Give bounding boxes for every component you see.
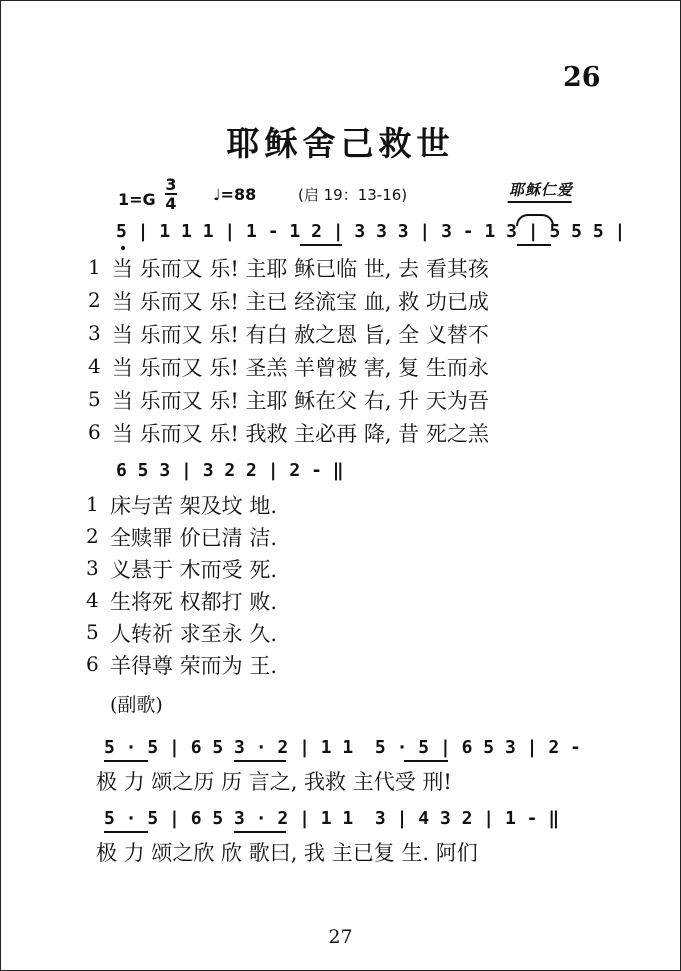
time-signature-top: 3 xyxy=(165,175,177,194)
verse-number: 5 xyxy=(88,387,101,411)
lyric-line: 床与苦 架及坟 地. xyxy=(110,494,278,518)
page-number: 27 xyxy=(328,926,353,948)
lyric-line: 人转祈 求至永 久. xyxy=(110,622,278,646)
note-underline xyxy=(104,831,148,833)
lyric-line: 当 乐而又 乐! 我救 主必再 降, 昔 死之羔 xyxy=(112,422,489,446)
lyric-line: 当 乐而又 乐! 主耶 稣已临 世, 去 看其孩 xyxy=(112,257,489,281)
note-underline xyxy=(234,760,286,762)
lyric-line: 全赎罪 价已清 洁. xyxy=(110,526,278,550)
lyric-line: 当 乐而又 乐! 主已 经流宝 血, 救 功已成 xyxy=(112,290,489,314)
verse-number: 4 xyxy=(86,588,99,612)
lyric-line: 当 乐而又 乐! 圣羔 羊曾被 害, 复 生而永 xyxy=(112,356,489,380)
note-underline xyxy=(404,760,448,762)
lyric-line: 当 乐而又 乐! 主耶 稣在父 右, 升 天为吾 xyxy=(112,389,489,413)
time-signature-bottom: 4 xyxy=(165,194,177,213)
scripture-reference: (启 19：13-16) xyxy=(298,186,408,204)
lyric-line: 生将死 权都打 败. xyxy=(110,590,278,614)
lyric-line: 当 乐而又 乐! 有白 赦之恩 旨, 全 义替不 xyxy=(112,323,489,347)
note-underline xyxy=(300,244,342,246)
key-signature: 1=G xyxy=(118,190,156,209)
note-underline xyxy=(104,760,148,762)
chorus-lyric-line-1: 极 力 颂之历 历 言之, 我救 主代受 刑! xyxy=(96,770,452,794)
lyric-line: 羊得尊 荣而为 王. xyxy=(110,654,278,678)
slur-arc xyxy=(516,214,554,226)
verse-number: 1 xyxy=(86,492,99,516)
verse-number: 6 xyxy=(86,652,99,676)
chorus-notes-line-2: 5 · 5 | 6 5 3 · 2 | 1 1 3 | 4 3 2 | 1 - ‖ xyxy=(104,808,560,829)
verse-number: 2 xyxy=(88,288,101,312)
chorus-notes-line-1: 5 · 5 | 6 5 3 · 2 | 1 1 5 · 5 | 6 5 3 | 2 - xyxy=(104,737,581,758)
note-underline xyxy=(517,244,551,246)
tempo-marking: ♩=88 xyxy=(213,185,257,204)
chorus-label: (副歌) xyxy=(110,694,163,716)
hymn-number: 26 xyxy=(563,62,601,93)
lyric-line: 义悬于 木而受 死. xyxy=(110,558,278,582)
verse-number: 6 xyxy=(88,420,101,444)
verse-number: 1 xyxy=(88,255,101,279)
verse-number: 3 xyxy=(88,321,101,345)
verse-number: 5 xyxy=(86,620,99,644)
time-signature xyxy=(165,176,177,212)
verse-number: 4 xyxy=(88,354,101,378)
page-title: 耶稣舍己救世 xyxy=(226,124,455,163)
verse-number: 3 xyxy=(86,556,99,580)
note-underline xyxy=(234,831,286,833)
chorus-lyric-line-2: 极 力 颂之欣 欣 歌曰, 我 主已复 生. 阿们 xyxy=(96,841,478,865)
author-credit: 耶稣仁爱 xyxy=(507,179,576,203)
low-octave-dot xyxy=(121,246,125,250)
verse-number: 2 xyxy=(86,524,99,548)
verse-notes-line-1: 5 | 1 1 1 | 1 - 1 2 | 3 3 3 | 3 - 1 3 | 5 5 5 | xyxy=(116,221,626,242)
verse-notes-line-2: 6 5 3 | 3 2 2 | 2 - ‖ xyxy=(116,460,344,481)
